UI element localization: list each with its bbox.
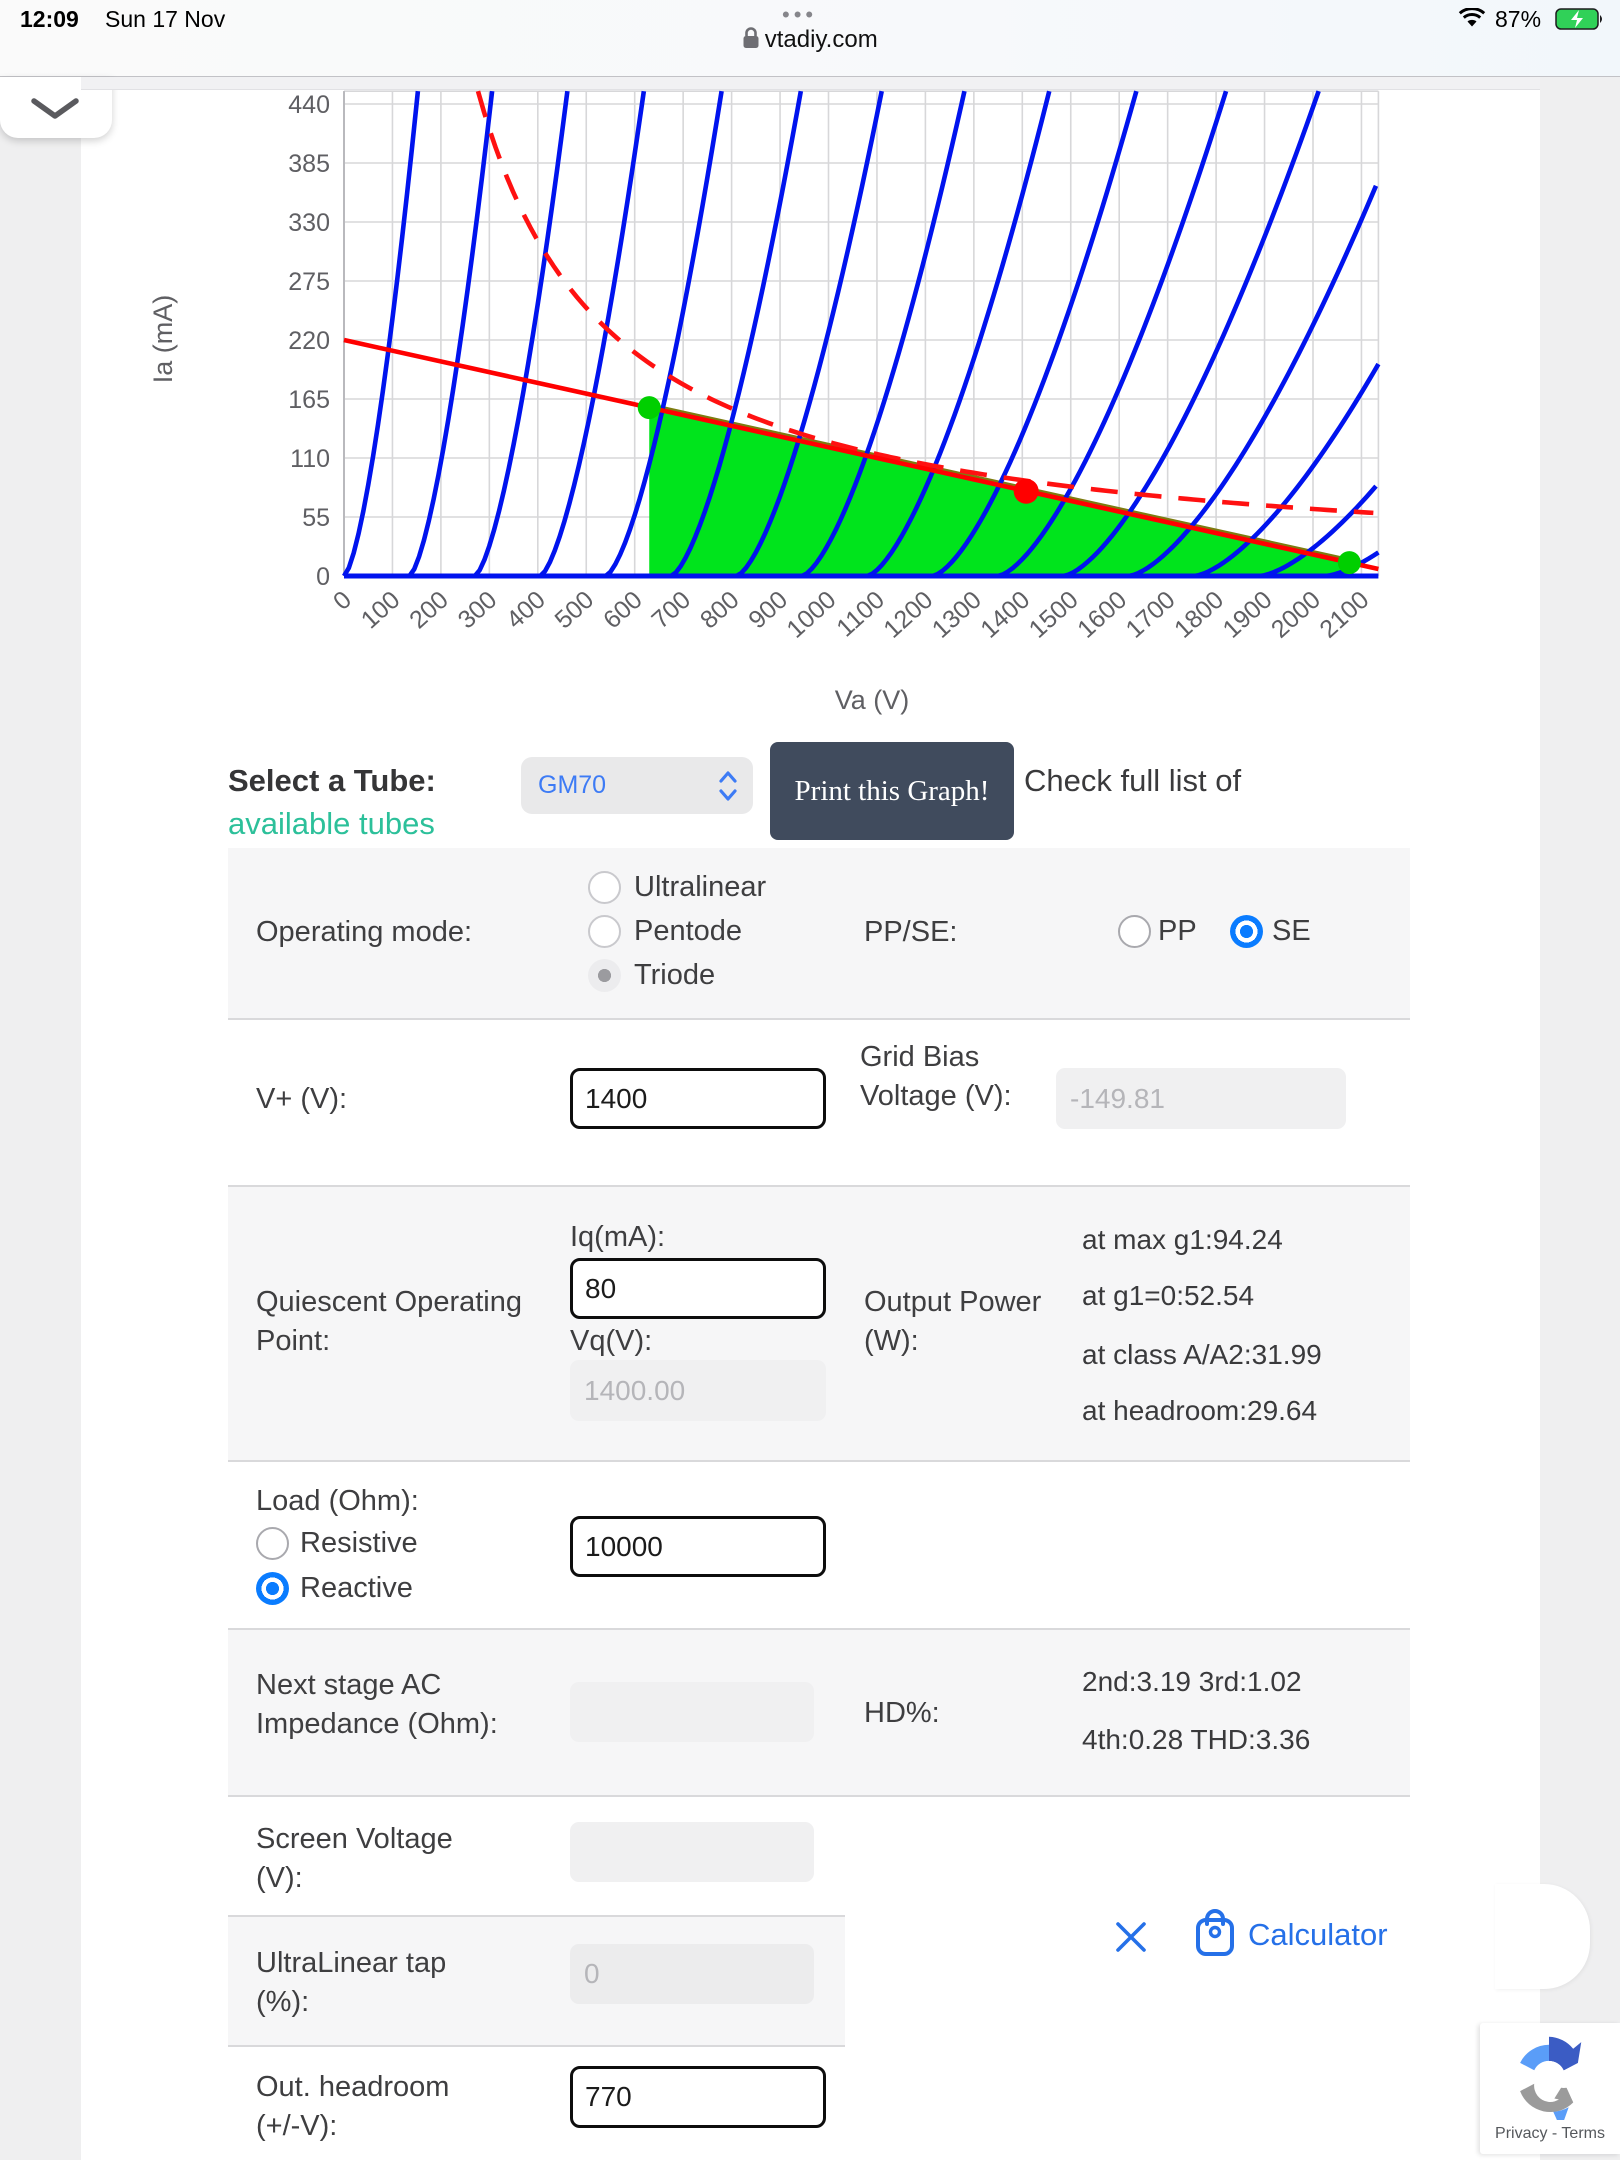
svg-text:1700: 1700 (1120, 585, 1181, 644)
row-divider (228, 1018, 1410, 1020)
tube-curves-chart[interactable] (81, 77, 1540, 735)
radio-resistive[interactable] (256, 1527, 289, 1560)
svg-text:800: 800 (694, 585, 745, 635)
wifi-icon (1458, 8, 1486, 29)
svg-text:2000: 2000 (1265, 585, 1327, 644)
svg-text:2100: 2100 (1314, 585, 1375, 644)
svg-text:200: 200 (404, 585, 454, 635)
recaptcha-badge[interactable] (1480, 2023, 1620, 2154)
radio-triode-label[interactable]: Triode (634, 959, 716, 991)
vplus-label: V+ (V): (256, 1083, 348, 1115)
url-text: vtadiy.com (764, 26, 878, 53)
row-divider (228, 1185, 1410, 1187)
next-stage-input (570, 1682, 814, 1742)
ultralinear-tap-input (570, 1944, 814, 2004)
battery-charging-icon (1555, 8, 1605, 30)
svg-text:330: 330 (288, 209, 330, 238)
svg-text:Ia (mA): Ia (mA) (148, 294, 178, 384)
svg-text:1300: 1300 (926, 585, 987, 644)
svg-text:385: 385 (288, 150, 330, 179)
calculator-banner (845, 1884, 1540, 2160)
svg-text:1400: 1400 (975, 585, 1036, 644)
radio-pentode-label[interactable]: Pentode (634, 915, 743, 947)
svg-text:700: 700 (646, 585, 697, 635)
operating-mode-label: Operating mode: (256, 916, 473, 948)
row-divider (228, 1795, 1410, 1797)
status-date: Sun 17 Nov (105, 6, 226, 32)
page-left-margin (0, 77, 81, 2160)
output-power-headroom: at headroom:29.64 (1082, 1395, 1318, 1426)
hd-values-line2: 4th:0.28 THD:3.36 (1082, 1724, 1311, 1755)
svg-text:1200: 1200 (878, 585, 939, 644)
svg-text:1900: 1900 (1217, 585, 1278, 644)
recaptcha-privacy-terms[interactable]: Privacy - Terms (1495, 2125, 1605, 2142)
row-divider (228, 1460, 1410, 1462)
load-label: Load (Ohm): (256, 1485, 419, 1517)
svg-text:400: 400 (501, 585, 551, 635)
load-input[interactable] (570, 1516, 826, 1577)
next-stage-label: Next stage AC Impedance (Ohm): (256, 1669, 498, 1740)
chevron-down-icon (26, 97, 84, 121)
svg-text:1500: 1500 (1023, 585, 1084, 644)
calculator-link[interactable]: Calculator (1248, 1917, 1388, 1952)
out-headroom-label: Out. headroom (+/-V): (256, 2071, 450, 2142)
svg-text:1100: 1100 (831, 585, 890, 643)
svg-text:55: 55 (302, 504, 330, 533)
svg-text:110: 110 (290, 445, 330, 474)
hd-label: HD%: (864, 1697, 940, 1729)
tab-ellipsis-icon[interactable]: ••• (782, 2, 818, 27)
output-power-g1-0: at g1=0:52.54 (1082, 1280, 1255, 1311)
vq-label: Vq(V): (570, 1325, 653, 1357)
svg-text:100: 100 (355, 585, 406, 635)
full-list-link-part2[interactable]: available tubes (228, 806, 435, 841)
svg-text:600: 600 (597, 585, 648, 635)
radio-pp[interactable] (1118, 915, 1151, 948)
status-time: 12:09 (20, 6, 79, 32)
radio-pp-label[interactable]: PP (1158, 915, 1197, 947)
calculator-banner-corner (1495, 1884, 1590, 1989)
radio-resistive-label[interactable]: Resistive (300, 1527, 418, 1559)
tube-select[interactable] (521, 757, 753, 814)
radio-triode[interactable] (588, 959, 621, 992)
lock-icon (742, 26, 760, 50)
svg-text:1000: 1000 (781, 585, 842, 644)
iq-label: Iq(mA): (570, 1221, 666, 1253)
svg-text:300: 300 (452, 585, 503, 635)
svg-text:500: 500 (549, 585, 600, 635)
radio-se-label[interactable]: SE (1272, 915, 1311, 947)
print-graph-button[interactable]: Print this Graph! (770, 742, 1014, 840)
ppse-label: PP/SE: (864, 916, 958, 948)
screen-voltage-label: Screen Voltage (V): (256, 1823, 453, 1894)
app-bag-icon[interactable] (1194, 1906, 1236, 1958)
battery-percent: 87% (1495, 6, 1542, 32)
svg-text:900: 900 (743, 585, 794, 635)
grid-bias-label: Grid Bias Voltage (V): (860, 1041, 1012, 1112)
tube-select-value: GM70 (538, 771, 607, 799)
radio-se[interactable] (1230, 915, 1263, 948)
svg-text:1600: 1600 (1072, 585, 1133, 644)
row-divider (228, 2045, 845, 2047)
radio-ultralinear-label[interactable]: Ultralinear (634, 871, 767, 903)
row-divider (228, 1628, 1410, 1630)
radio-reactive-label[interactable]: Reactive (300, 1572, 413, 1604)
output-power-max-g1: at max g1:94.24 (1082, 1224, 1283, 1255)
select-chevrons-icon (717, 768, 739, 804)
svg-text:0: 0 (327, 585, 358, 616)
output-power-class-a: at class A/A2:31.99 (1082, 1339, 1322, 1370)
recaptcha-logo-icon (1506, 2034, 1592, 2120)
iq-input[interactable] (570, 1258, 826, 1319)
close-icon[interactable] (1113, 1919, 1149, 1955)
vq-input (570, 1360, 826, 1421)
radio-reactive[interactable] (256, 1572, 289, 1605)
vplus-input[interactable] (570, 1068, 826, 1129)
row-divider (228, 1915, 845, 1917)
grid-bias-input (1056, 1068, 1346, 1129)
page-right-margin (1540, 77, 1620, 2160)
out-headroom-input[interactable] (570, 2066, 826, 2128)
svg-text:0: 0 (316, 563, 330, 591)
full-list-link-part1[interactable]: Check full list of (1024, 763, 1242, 798)
svg-text:440: 440 (288, 91, 330, 120)
svg-text:1800: 1800 (1169, 585, 1230, 644)
select-tube-label: Select a Tube: (228, 763, 436, 798)
ultralinear-tap-label: UltraLinear tap (%): (256, 1947, 447, 2018)
hd-values-line1: 2nd:3.19 3rd:1.02 (1082, 1666, 1302, 1697)
url-bar[interactable] (560, 26, 1060, 70)
radio-ultralinear[interactable] (588, 871, 621, 904)
radio-pentode[interactable] (588, 915, 621, 948)
svg-text:165: 165 (288, 386, 330, 415)
svg-text:275: 275 (288, 268, 330, 297)
screen-voltage-input (570, 1822, 814, 1882)
svg-text:Va (V): Va (V) (834, 685, 910, 715)
quiescent-label: Quiescent Operating Point: (256, 1286, 522, 1357)
svg-text:220: 220 (288, 327, 330, 356)
output-power-label: Output Power (W): (864, 1286, 1042, 1357)
